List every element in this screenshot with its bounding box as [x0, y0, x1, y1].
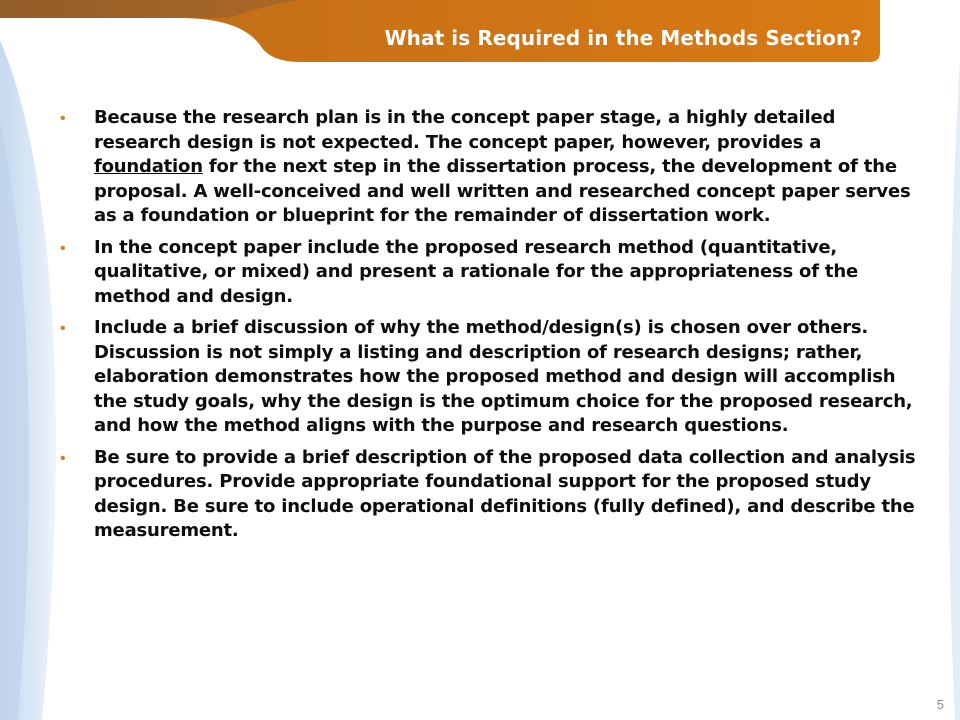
- underlined-term: foundation: [94, 156, 203, 177]
- bullet-dot-icon: •: [60, 449, 66, 467]
- bullet-text: Be sure to provide a brief description of the proposed data collection and analysis procedures. Provide appropriate foundational support for the proposed study design. Be sure to include operational definitions (fully defined), and describe the measurement.: [94, 446, 916, 541]
- bullet-text-part: Because the research plan is in the concept paper stage, a highly detailed research design is not expected. The concept paper, however, provides a: [94, 107, 836, 153]
- bullet-dot-icon: •: [60, 110, 66, 127]
- bullet-text: In the concept paper include the proposed research method (quantitative, qualitative, or mixed) and present a rationale for the appropriateness of the method and design.: [94, 236, 858, 307]
- bullet-item: [60, 316, 920, 439]
- bullet-item: [60, 106, 920, 229]
- bullet-list: [60, 106, 920, 551]
- page-number: 5: [936, 697, 944, 712]
- bullet-dot-icon: •: [60, 239, 66, 257]
- slide-title: What is Required in the Methods Section?: [384, 26, 862, 50]
- bullet-text-part: for the next step in the dissertation process, the development of the proposal. A well-conceived and well written and researched concept paper serves as a foundation or blueprint for the remainder of dissertation work.: [94, 156, 911, 226]
- bullet-text: [94, 106, 920, 229]
- bullet-text: Include a brief discussion of why the method/design(s) is chosen over others. Discussion is not simply a listing and description of research designs; rather, elaboration demonstrates how the proposed method and design will accomplish the study goals, why the design is the optimum choice for the proposed research, and how the method aligns with the purpose and research questions.: [94, 317, 913, 436]
- right-blue-edge: [949, 60, 960, 720]
- bullet-dot-icon: •: [60, 320, 66, 337]
- bullet-item: [60, 446, 920, 544]
- bullet-item: [60, 236, 920, 310]
